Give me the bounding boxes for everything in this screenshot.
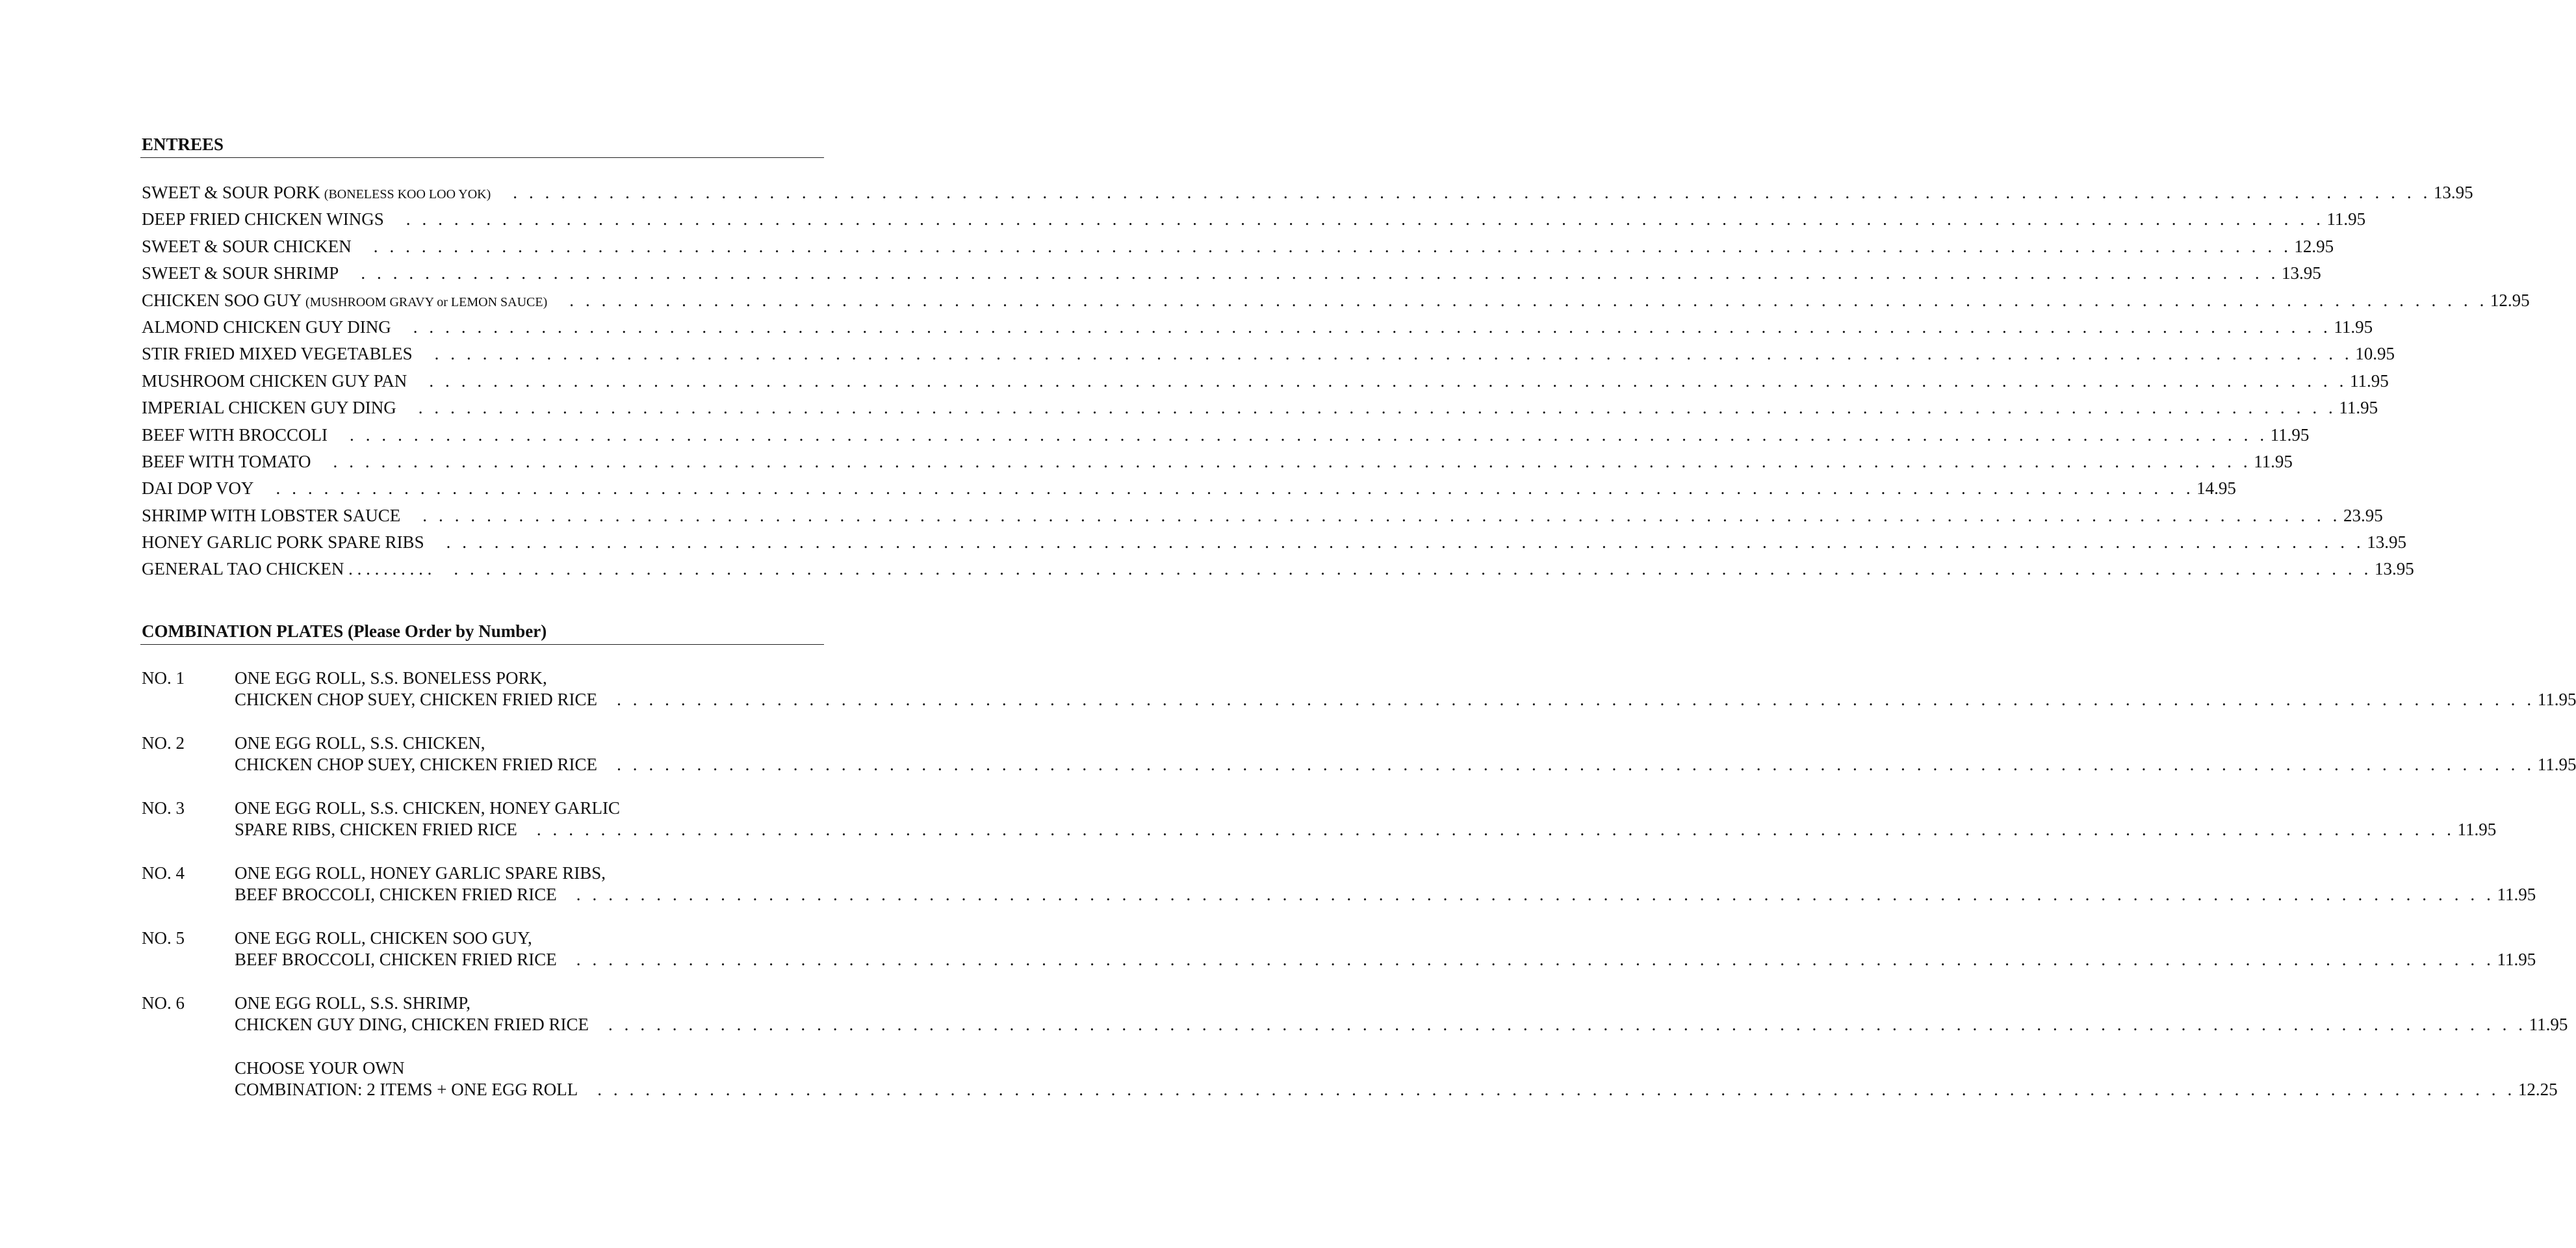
menu-item-price: 11.95: [2270, 424, 2310, 445]
combo-description-line1: ONE EGG ROLL, HONEY GARLIC SPARE RIBS,: [235, 863, 606, 883]
dot-leader: . . . . . . . . . . . . . . . . . . . . . . . . . . . . . . . . . . . . . . . . . . . . . . . . . . . . . . . . . . . . . . . . . . . . . . . . . . . . . . . . . . . . . . . . . . . . . . . . . . . . . . . . . . . . . . . . . . . . . . . .: [406, 209, 2325, 229]
combo-line2-row: [235, 1014, 2568, 1035]
combo-description-line1: ONE EGG ROLL, CHICKEN SOO GUY,: [235, 928, 532, 948]
menu-item-price: 13.95: [2374, 559, 2414, 579]
menu-item-price: 23.95: [2343, 505, 2383, 525]
menu-item-price: 11.95: [2326, 209, 2366, 229]
menu-item-name: HONEY GARLIC PORK SPARE RIBS: [142, 532, 424, 552]
combo-price: 11.95: [2457, 820, 2497, 839]
combo-price: 12.25: [2518, 1080, 2558, 1099]
menu-item-name: SWEET & SOUR PORK: [142, 183, 320, 202]
combo-line2-row: [235, 689, 2576, 710]
combo-price: 11.95: [2497, 950, 2536, 969]
dot-leader: . . . . . . . . . . . . . . . . . . . . . . . . . . . . . . . . . . . . . . . . . . . . . . . . . . . . . . . . . . . . . . . . . . . . . . . . . . . . . . . . . . . . . . . . . . . . . . . . . . . . . . . . . . . . . . . . . . . . . . . .: [576, 950, 2495, 969]
menu-item: [140, 179, 2473, 206]
menu-item-price: 14.95: [2196, 478, 2236, 499]
combo-description-line2: CHICKEN GUY DING, CHICKEN FRIED RICE: [235, 1015, 589, 1034]
menu-item-price: 12.95: [2294, 236, 2334, 256]
menu-item-price: 11.95: [2349, 370, 2389, 391]
menu-item: [140, 395, 2378, 421]
menu-item-name: MUSHROOM CHICKEN GUY PAN: [142, 370, 407, 391]
menu-item-note: (BONELESS KOO LOO YOK): [324, 187, 491, 202]
menu-item-name: BEEF WITH BROCCOLI: [142, 424, 328, 445]
menu-item-price: 12.95: [2490, 290, 2530, 310]
combo-line2-row: [235, 949, 2536, 970]
dot-leader: . . . . . . . . . . . . . . . . . . . . . . . . . . . . . . . . . . . . . . . . . . . . . . . . . . . . . . . . . . . . . . . . . . . . . . . . . . . . . . . . . . . . . . . . . . . . . . . . . . . . . . . . . . . . . . . . . . . . . . . .: [422, 505, 2341, 525]
menu-item: [140, 475, 2236, 502]
combo-item: [140, 1058, 2558, 1123]
combo-line2-row: [235, 884, 2536, 905]
combo-description-line1: CHOOSE YOUR OWN: [235, 1058, 405, 1078]
menu-item-price: 13.95: [2367, 532, 2406, 552]
combos-list: [140, 668, 2576, 1123]
menu-item-price: 10.95: [2355, 344, 2395, 364]
combo-line2-row: [235, 819, 2497, 840]
combo-item: [140, 733, 2576, 798]
menu-item-name: DAI DOP VOY: [142, 478, 254, 499]
menu-item-name: SHRIMP WITH LOBSTER SAUCE: [142, 505, 401, 525]
dot-leader: . . . . . . . . . . . . . . . . . . . . . . . . . . . . . . . . . . . . . . . . . . . . . . . . . . . . . . . . . . . . . . . . . . . . . . . . . . . . . . . . . . . . . . . . . . . . . . . . . . . . . . . . . . . . . . . . . . . . . . . .: [373, 236, 2292, 256]
dot-leader: . . . . . . . . . . . . . . . . . . . . . . . . . . . . . . . . . . . . . . . . . . . . . . . . . . . . . . . . . . . . . . . . . . . . . . . . . . . . . . . . . . . . . . . . . . . . . . . . . . . . . . . . . . . . . . . . . . . . . . . .: [350, 424, 2268, 445]
combo-number: NO. 5: [142, 928, 185, 948]
menu-item: [140, 287, 2530, 314]
menu-item-name: IMPERIAL CHICKEN GUY DING: [142, 398, 396, 418]
combo-item: [140, 993, 2568, 1058]
combo-description-line2: SPARE RIBS, CHICKEN FRIED RICE: [235, 820, 517, 839]
combo-description-line2: COMBINATION: 2 ITEMS + ONE EGG ROLL: [235, 1080, 578, 1099]
dot-leader: . . . . . . . . . . . . . . . . . . . . . . . . . . . . . . . . . . . . . . . . . . . . . . . . . . . . . . . . . . . . . . . . . . . . . . . . . . . . . . . . . . . . . . . . . . . . . . . . . . . . . . . . . . . . . . . . . . . . . . . .: [418, 398, 2337, 418]
combo-number: NO. 4: [142, 863, 185, 883]
combo-item: [140, 668, 2576, 733]
menu-item: [140, 341, 2395, 367]
dot-leader: . . . . . . . . . . . . . . . . . . . . . . . . . . . . . . . . . . . . . . . . . . . . . . . . . . . . . . . . . . . . . . . . . . . . . . . . . . . . . . . . . . . . . . . . . . . . . . . . . . . . . . . . . . . . . . . . . . . . . . . .: [429, 370, 2347, 391]
menu-item-name: DEEP FRIED CHICKEN WINGS: [142, 209, 384, 229]
dot-leader: . . . . . . . . . . . . . . . . . . . . . . . . . . . . . . . . . . . . . . . . . . . . . . . . . . . . . . . . . . . . . . . . . . . . . . . . . . . . . . . . . . . . . . . . . . . . . . . . . . . . . . . . . . . . . . . . . . . . . . . .: [617, 690, 2535, 709]
dot-leader: . . . . . . . . . . . . . . . . . . . . . . . . . . . . . . . . . . . . . . . . . . . . . . . . . . . . . . . . . . . . . . . . . . . . . . . . . . . . . . . . . . . . . . . . . . . . . . . . . . . . . . . . . . . . . . . . . . . . . . . .: [434, 344, 2353, 364]
menu-item-price: 11.95: [2339, 398, 2378, 418]
menu-item: [140, 556, 2414, 582]
dot-leader: . . . . . . . . . . . . . . . . . . . . . . . . . . . . . . . . . . . . . . . . . . . . . . . . . . . . . . . . . . . . . . . . . . . . . . . . . . . . . . . . . . . . . . . . . . . . . . . . . . . . . . . . . . . . . . . . . . . . . . . .: [454, 559, 2372, 579]
menu-item: [140, 206, 2366, 233]
dot-leader: . . . . . . . . . . . . . . . . . . . . . . . . . . . . . . . . . . . . . . . . . . . . . . . . . . . . . . . . . . . . . . . . . . . . . . . . . . . . . . . . . . . . . . . . . . . . . . . . . . . . . . . . . . . . . . . . . . . . . . . .: [576, 885, 2495, 904]
combo-number: NO. 6: [142, 993, 185, 1013]
combo-price: 11.95: [2537, 690, 2576, 709]
menu-item: [140, 448, 2293, 475]
menu-item-price: 13.95: [2281, 263, 2321, 283]
dot-leader: . . . . . . . . . . . . . . . . . . . . . . . . . . . . . . . . . . . . . . . . . . . . . . . . . . . . . . . . . . . . . . . . . . . . . . . . . . . . . . . . . . . . . . . . . . . . . . . . . . . . . . . . . . . . . . . . . . . . . . . .: [333, 451, 2252, 471]
combo-item: [140, 863, 2536, 928]
dot-leader: . . . . . . . . . . . . . . . . . . . . . . . . . . . . . . . . . . . . . . . . . . . . . . . . . . . . . . . . . . . . . . . . . . . . . . . . . . . . . . . . . . . . . . . . . . . . . . . . . . . . . . . . . . . . . . . . . . . . . . . .: [617, 755, 2535, 774]
combo-line2-row: [235, 1079, 2558, 1100]
dot-leader: . . . . . . . . . . . . . . . . . . . . . . . . . . . . . . . . . . . . . . . . . . . . . . . . . . . . . . . . . . . . . . . . . . . . . . . . . . . . . . . . . . . . . . . . . . . . . . . . . . . . . . . . . . . . . . . . . . . . . . . .: [413, 317, 2332, 337]
combo-number: NO. 1: [142, 668, 185, 688]
menu-item: [140, 368, 2389, 395]
combos-heading: COMBINATION PLATES (Please Order by Number): [142, 621, 547, 641]
menu-item-name: GENERAL TAO CHICKEN . . . . . . . . . .: [142, 559, 432, 579]
menu-item: [140, 260, 2321, 287]
combo-number: NO. 3: [142, 798, 185, 818]
dot-leader: . . . . . . . . . . . . . . . . . . . . . . . . . . . . . . . . . . . . . . . . . . . . . . . . . . . . . . . . . . . . . . . . . . . . . . . . . . . . . . . . . . . . . . . . . . . . . . . . . . . . . . . . . . . . . . . . . . . . . . . .: [513, 183, 2431, 202]
dot-leader: . . . . . . . . . . . . . . . . . . . . . . . . . . . . . . . . . . . . . . . . . . . . . . . . . . . . . . . . . . . . . . . . . . . . . . . . . . . . . . . . . . . . . . . . . . . . . . . . . . . . . . . . . . . . . . . . . . . . . . . .: [361, 263, 2279, 283]
menu-item-price: 13.95: [2433, 183, 2473, 202]
menu-item: [140, 529, 2406, 556]
menu-item: [140, 502, 2383, 529]
combo-item: [140, 798, 2497, 863]
combo-price: 11.95: [2497, 885, 2536, 904]
menu-item: [140, 233, 2334, 260]
dot-leader: . . . . . . . . . . . . . . . . . . . . . . . . . . . . . . . . . . . . . . . . . . . . . . . . . . . . . . . . . . . . . . . . . . . . . . . . . . . . . . . . . . . . . . . . . . . . . . . . . . . . . . . . . . . . . . . . . . . . . . . .: [569, 290, 2488, 310]
dot-leader: . . . . . . . . . . . . . . . . . . . . . . . . . . . . . . . . . . . . . . . . . . . . . . . . . . . . . . . . . . . . . . . . . . . . . . . . . . . . . . . . . . . . . . . . . . . . . . . . . . . . . . . . . . . . . . . . . . . . . . . .: [536, 820, 2455, 839]
menu-item-price: 11.95: [2334, 317, 2373, 337]
dot-leader: . . . . . . . . . . . . . . . . . . . . . . . . . . . . . . . . . . . . . . . . . . . . . . . . . . . . . . . . . . . . . . . . . . . . . . . . . . . . . . . . . . . . . . . . . . . . . . . . . . . . . . . . . . . . . . . . . . . . . . . .: [446, 532, 2365, 552]
combo-number: NO. 2: [142, 733, 185, 753]
menu-item-name: SWEET & SOUR SHRIMP: [142, 263, 339, 283]
dot-leader: . . . . . . . . . . . . . . . . . . . . . . . . . . . . . . . . . . . . . . . . . . . . . . . . . . . . . . . . . . . . . . . . . . . . . . . . . . . . . . . . . . . . . . . . . . . . . . . . . . . . . . . . . . . . . . . . . . . . . . . .: [597, 1080, 2516, 1099]
combo-description-line2: BEEF BROCCOLI, CHICKEN FRIED RICE: [235, 885, 557, 904]
menu-item-note: (MUSHROOM GRAVY or LEMON SAUCE): [305, 294, 548, 309]
menu-item-name: SWEET & SOUR CHICKEN: [142, 236, 352, 256]
menu-item-name: BEEF WITH TOMATO: [142, 451, 311, 471]
entrees-section: [140, 134, 824, 158]
menu-item-name: STIR FRIED MIXED VEGETABLES: [142, 344, 413, 364]
dot-leader: . . . . . . . . . . . . . . . . . . . . . . . . . . . . . . . . . . . . . . . . . . . . . . . . . . . . . . . . . . . . . . . . . . . . . . . . . . . . . . . . . . . . . . . . . . . . . . . . . . . . . . . . . . . . . . . . . . . . . . . .: [276, 478, 2195, 499]
combo-description-line2: CHICKEN CHOP SUEY, CHICKEN FRIED RICE: [235, 755, 598, 774]
combo-item: [140, 928, 2536, 993]
combos-section: [140, 621, 824, 645]
menu-item-name: CHICKEN SOO GUY: [142, 290, 302, 310]
combo-description-line2: CHICKEN CHOP SUEY, CHICKEN FRIED RICE: [235, 690, 598, 709]
combo-line2-row: [235, 754, 2576, 775]
menu-item: [140, 314, 2373, 341]
combo-description-line1: ONE EGG ROLL, S.S. CHICKEN,: [235, 733, 485, 753]
combo-description-line1: ONE EGG ROLL, S.S. CHICKEN, HONEY GARLIC: [235, 798, 620, 818]
entrees-divider: [140, 157, 824, 158]
combo-description-line1: ONE EGG ROLL, S.S. BONELESS PORK,: [235, 668, 547, 688]
combos-divider: [140, 644, 824, 645]
menu-item: [140, 422, 2310, 448]
menu-item-name: ALMOND CHICKEN GUY DING: [142, 317, 391, 337]
combo-description-line2: BEEF BROCCOLI, CHICKEN FRIED RICE: [235, 950, 557, 969]
combo-price: 11.95: [2529, 1015, 2568, 1034]
combo-description-line1: ONE EGG ROLL, S.S. SHRIMP,: [235, 993, 471, 1013]
entrees-heading: ENTREES: [142, 135, 224, 154]
entrees-list: [140, 179, 2530, 583]
menu-item-price: 11.95: [2254, 451, 2293, 471]
dot-leader: . . . . . . . . . . . . . . . . . . . . . . . . . . . . . . . . . . . . . . . . . . . . . . . . . . . . . . . . . . . . . . . . . . . . . . . . . . . . . . . . . . . . . . . . . . . . . . . . . . . . . . . . . . . . . . . . . . . . . . . .: [608, 1015, 2527, 1034]
combo-price: 11.95: [2537, 755, 2576, 774]
